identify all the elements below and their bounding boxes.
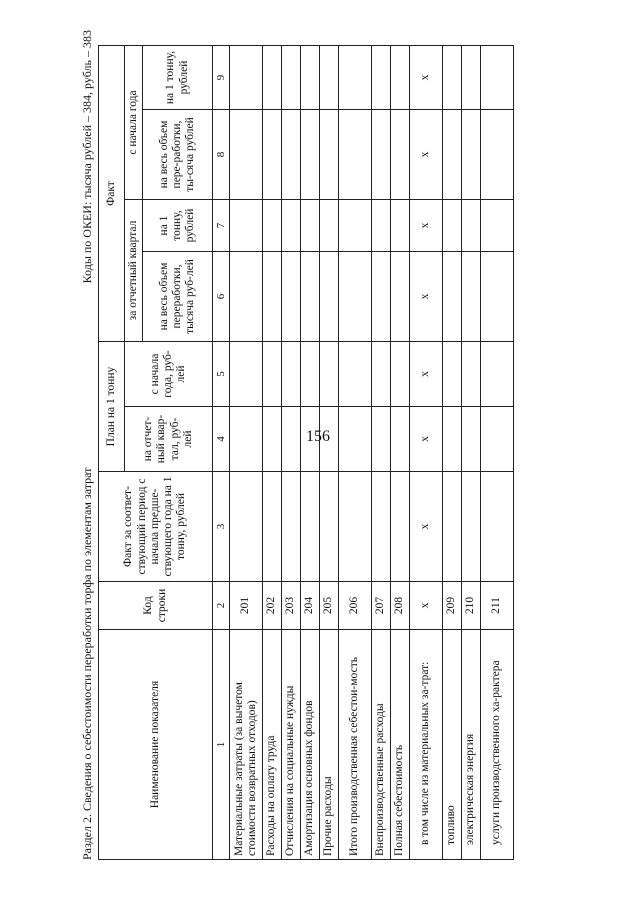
column-number: 8 <box>213 110 230 200</box>
table-cell <box>481 46 514 110</box>
table-cell <box>443 110 462 200</box>
table-row <box>372 46 391 860</box>
table-cell <box>282 342 301 407</box>
table-row <box>462 46 481 860</box>
table-cell <box>320 342 339 407</box>
table-cell <box>481 252 514 342</box>
table-row <box>263 46 282 860</box>
table-cell <box>320 110 339 200</box>
row-name: Внепроизводственные расходы <box>372 630 391 860</box>
table-row <box>410 46 443 860</box>
row-code: 208 <box>391 582 410 630</box>
row-name: Итого производственная себестои-мость <box>339 630 372 860</box>
table-cell <box>339 472 372 582</box>
table-cell <box>372 252 391 342</box>
table-cell <box>372 46 391 110</box>
table-cell <box>481 200 514 252</box>
table-cell <box>282 252 301 342</box>
header-prev-fact: Факт за соответ-ствующий период с начала предше-ствующего года на 1 тонну, рублей <box>99 472 213 582</box>
table-cell <box>339 200 372 252</box>
table-cell <box>443 46 462 110</box>
row-code: 206 <box>339 582 372 630</box>
table-cell <box>339 46 372 110</box>
table-cell <box>282 472 301 582</box>
table-cell <box>391 472 410 582</box>
header-code: Код строки <box>99 582 213 630</box>
table-cell <box>320 200 339 252</box>
row-code: 202 <box>263 582 282 630</box>
table-cell <box>443 407 462 472</box>
table-cell <box>462 252 481 342</box>
table-cell <box>282 407 301 472</box>
table-cell <box>263 110 282 200</box>
table-cell <box>391 407 410 472</box>
table-cell <box>230 342 263 407</box>
table-cell <box>443 472 462 582</box>
table-cell <box>481 472 514 582</box>
table-cell: x <box>410 342 443 407</box>
table-cell <box>481 342 514 407</box>
header-name: Наименование показателя <box>99 630 213 860</box>
row-name: Отчисления на социальные нужды <box>282 630 301 860</box>
column-number: 6 <box>213 252 230 342</box>
table-cell <box>372 342 391 407</box>
table-cell <box>481 407 514 472</box>
table-cell <box>320 472 339 582</box>
header-fy-total: на весь объем пере-работки, ты-сяча рублей <box>143 110 213 200</box>
table-cell <box>372 110 391 200</box>
table-cell <box>391 200 410 252</box>
table-cell <box>320 252 339 342</box>
table-cell <box>301 342 320 407</box>
table-row <box>391 46 410 860</box>
table-cell <box>263 342 282 407</box>
table-cell <box>391 110 410 200</box>
column-number: 9 <box>213 46 230 110</box>
table-cell <box>282 200 301 252</box>
row-name: Полная себестоимость <box>391 630 410 860</box>
header-plan-year: с начала года, руб-лей <box>125 342 213 407</box>
column-number: 1 <box>213 630 230 860</box>
table-cell <box>282 110 301 200</box>
header-fact: Факт <box>99 46 125 342</box>
row-code: 211 <box>481 582 514 630</box>
page-number: 156 <box>306 428 330 445</box>
table-cell: x <box>410 200 443 252</box>
column-number: 7 <box>213 200 230 252</box>
table-row <box>443 46 462 860</box>
column-number: 3 <box>213 472 230 582</box>
table-cell <box>339 407 372 472</box>
table-cell <box>372 472 391 582</box>
table-row <box>230 46 263 860</box>
header-plan-quarter: на отчет-ный квар-тал, руб-лей <box>125 407 213 472</box>
table-cell <box>462 407 481 472</box>
table-cell <box>301 110 320 200</box>
table-row <box>282 46 301 860</box>
column-number: 4 <box>213 407 230 472</box>
table-cell <box>301 252 320 342</box>
header-fq-total: на весь объем переработки, тысяча руб-лей <box>143 252 213 342</box>
table-cell <box>230 200 263 252</box>
row-name: Амортизация основных фондов <box>301 630 320 860</box>
table-cell <box>230 407 263 472</box>
table-cell <box>462 200 481 252</box>
table-row <box>481 46 514 860</box>
table-cell <box>301 472 320 582</box>
row-code: 207 <box>372 582 391 630</box>
table-cell: x <box>410 407 443 472</box>
table-cell: x <box>410 46 443 110</box>
table-cell <box>391 46 410 110</box>
row-code: 203 <box>282 582 301 630</box>
section-title: Раздел 2. Сведения о себестоимости переработки торфа по элементам затрат <box>80 467 94 860</box>
table-cell <box>372 200 391 252</box>
table-cell <box>339 342 372 407</box>
table-cell <box>339 252 372 342</box>
row-name: услуги производственного ха-рактера <box>481 630 514 860</box>
header-fq-ton: на 1 тонну, рублей <box>143 200 213 252</box>
table-cell <box>462 46 481 110</box>
table-cell <box>443 252 462 342</box>
row-name: топливо <box>443 630 462 860</box>
table-cell <box>391 342 410 407</box>
table-cell <box>263 472 282 582</box>
table-cell <box>443 200 462 252</box>
row-name: Прочие расходы <box>320 630 339 860</box>
table-cell <box>320 46 339 110</box>
row-name: Расходы на оплату труда <box>263 630 282 860</box>
row-code: 209 <box>443 582 462 630</box>
table-cell <box>263 407 282 472</box>
table-cell <box>263 200 282 252</box>
row-name: Материальные затраты (за вычетом стоимости возвратных отходов) <box>230 630 263 860</box>
table-cell <box>263 252 282 342</box>
column-number: 5 <box>213 342 230 407</box>
table-row <box>301 46 320 860</box>
table-cell <box>443 342 462 407</box>
table-row <box>320 46 339 860</box>
table-cell: x <box>410 110 443 200</box>
table-row <box>339 46 372 860</box>
header-fy-ton: на 1 тонну, рублей <box>143 46 213 110</box>
table-cell <box>462 342 481 407</box>
table-cell <box>320 407 339 472</box>
row-code: 201 <box>230 582 263 630</box>
table-cell <box>462 472 481 582</box>
table-cell: x <box>410 252 443 342</box>
table-cell <box>339 110 372 200</box>
row-code: 205 <box>320 582 339 630</box>
column-numbers-row <box>213 46 230 860</box>
table-cell <box>372 407 391 472</box>
table-cell <box>462 110 481 200</box>
table-cell <box>230 46 263 110</box>
rotated-page-content <box>80 30 503 860</box>
table-cell <box>230 252 263 342</box>
table-cell <box>301 200 320 252</box>
cost-table <box>98 45 514 860</box>
row-code: 204 <box>301 582 320 630</box>
header-fact-quarter: за отчетный квартал <box>125 200 143 342</box>
table-cell <box>230 472 263 582</box>
table-cell <box>481 110 514 200</box>
table-cell <box>263 46 282 110</box>
table-cell <box>301 407 320 472</box>
row-name: в том числе из материальных за-трат: <box>410 630 443 860</box>
column-number: 2 <box>213 582 230 630</box>
header-fact-year: с начала года <box>125 46 143 200</box>
table-cell <box>301 46 320 110</box>
table-cell <box>391 252 410 342</box>
table-cell <box>282 46 301 110</box>
table-cell: x <box>410 472 443 582</box>
row-code: x <box>410 582 443 630</box>
header-plan: План на 1 тонну <box>99 342 125 472</box>
table-cell <box>230 110 263 200</box>
okei-codes: Коды по ОКЕИ: тысяча рублей – 384, рубль – 383 <box>80 30 94 284</box>
row-name: электрическая энергия <box>462 630 481 860</box>
row-code: 210 <box>462 582 481 630</box>
